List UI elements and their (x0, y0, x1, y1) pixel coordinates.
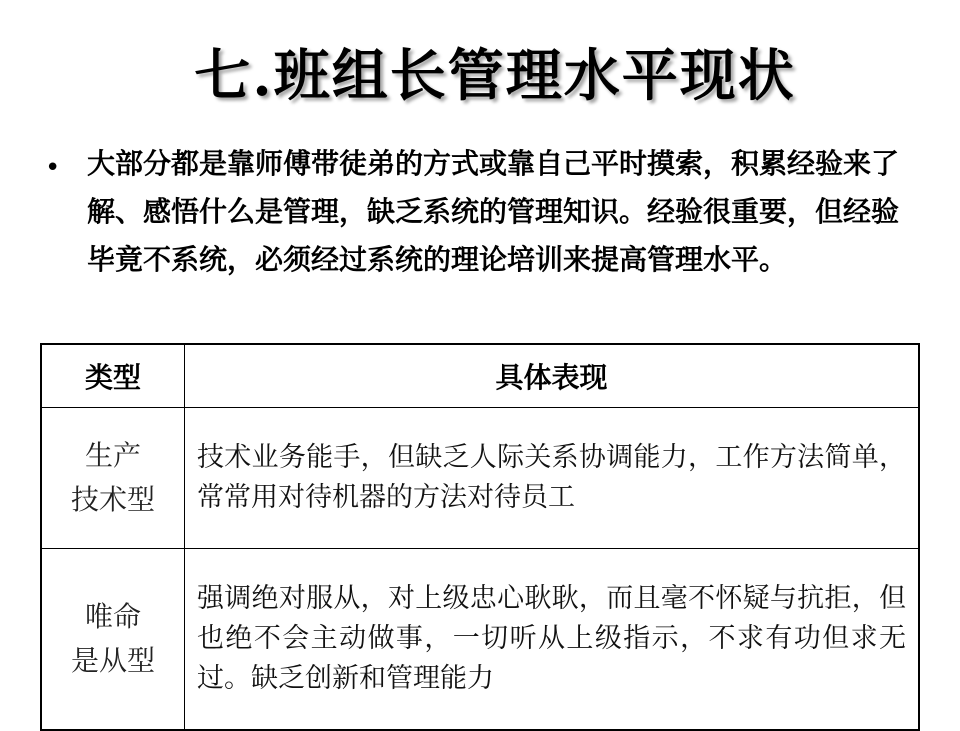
type-label-line1: 生产 (84, 439, 141, 472)
table-header-row (41, 344, 919, 408)
type-cell (41, 408, 185, 549)
type-label-line2: 技术型 (70, 483, 155, 516)
slide-title: 七.班组长管理水平现状 (194, 43, 796, 109)
type-cell (41, 549, 185, 731)
type-label-line2: 是从型 (70, 644, 155, 677)
manager-types-table (40, 343, 920, 731)
detail-cell: 技术业务能手，但缺乏人际关系协调能力，工作方法简单，常常用对待机器的方法对待员工 (185, 408, 920, 549)
table-row (41, 549, 919, 731)
table-row (41, 408, 919, 549)
bullet-text: 大部分都是靠师傅带徒弟的方式或靠自己平时摸索，积累经验来了解、感悟什么是管理，缺乏系统的管理知识。经验很重要，但经验毕竟不系统，必须经过系统的理论培训来提高管理水平。 (87, 147, 900, 276)
detail-cell: 强调绝对服从，对上级忠心耿耿，而且毫不怀疑与抗拒，但也绝不会主动做事，一切听从上级指示，不求有功但求无过。缺乏创新和管理能力 (185, 549, 920, 731)
header-type: 类型 (41, 344, 185, 408)
type-label-line1: 唯命 (84, 600, 141, 633)
header-detail: 具体表现 (185, 344, 920, 408)
bullet-marker: • (45, 153, 61, 183)
